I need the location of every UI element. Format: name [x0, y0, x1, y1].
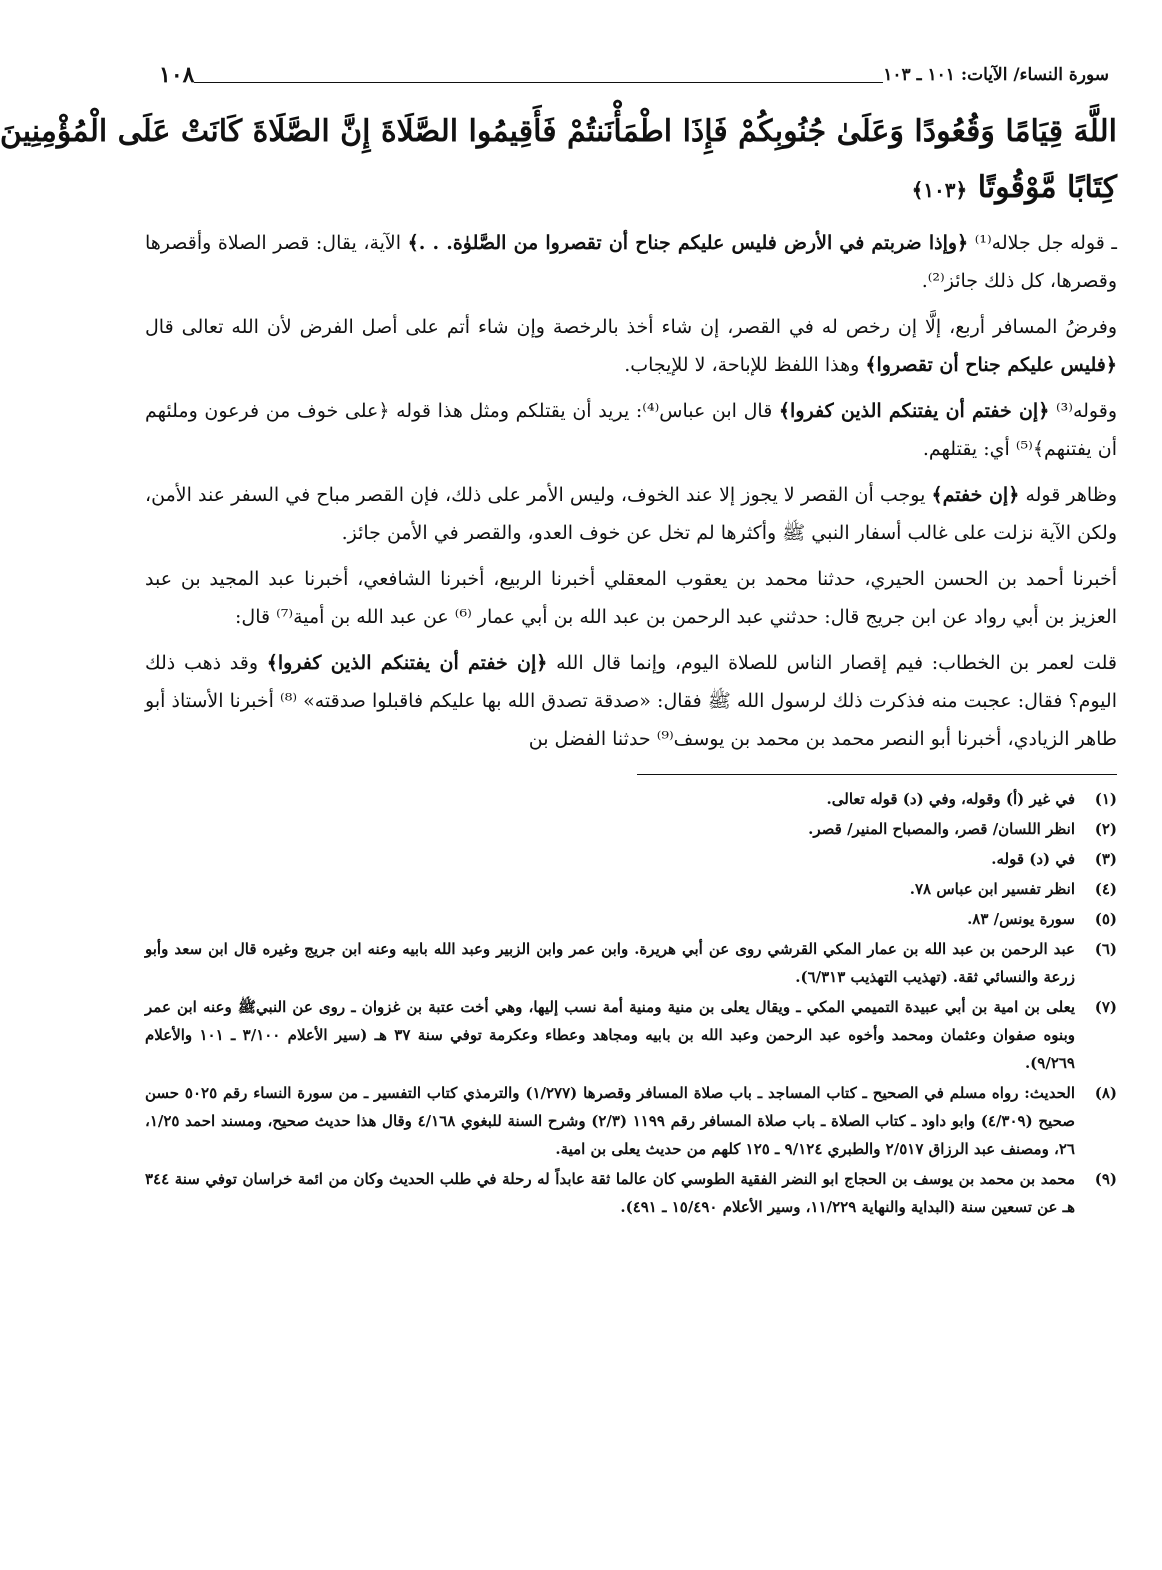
paragraph-3 — [145, 392, 1117, 468]
footnote-5 — [145, 905, 1117, 933]
footnote-1 — [145, 785, 1117, 813]
footnote-2 — [145, 815, 1117, 843]
footnote-text: يعلى بن امية بن أبي عبيدة التميمي المكي ـ ويقال يعلى بن منية ومنية أمة نسب إليها، وهي أخت عتبة بن غزوان ـ روى عن النبيﷺ وعنه ابن عمر وبنوه صفوان وعثمان ومحمد وأخوه عبد الرحمن وعبد الله بن بابيه ومجاهد وعطاء وعكرمة توفي سنة ٣٧ هـ (سير الأعلام ٣/١٠٠ ـ ١٠١ والأعلام ٩/٢٦٩). — [145, 998, 1075, 1072]
paragraph-text: وهذا اللفظ للإباحة، لا للإيجاب. — [624, 354, 866, 376]
quoted-verse: ﴿وإذا ضربتم في الأرض فليس عليكم جناح أن تقصروا من الصَّلوٰة. . .﴾ — [407, 232, 969, 254]
footnote-number: (٦) — [1094, 940, 1117, 958]
footnote-text: انظر تفسير ابن عباس ٧٨. — [909, 880, 1075, 898]
paragraph-text: قلت لعمر بن الخطاب: فيم إقصار الناس للصلاة اليوم، وإنما قال الله — [547, 652, 1117, 674]
footnote-text: انظر اللسان/ قصر، والمصباح المنير/ قصر. — [808, 820, 1075, 838]
paragraph-1 — [145, 224, 1117, 300]
page-header — [145, 58, 1117, 92]
verse-line-2-text: كِتَابًا مَّوْقُوتًا — [977, 170, 1117, 205]
footnote-7 — [145, 993, 1117, 1077]
footnote-text: سورة يونس/ ٨٣. — [967, 910, 1075, 928]
footnote-number: (٨) — [1094, 1084, 1117, 1102]
paragraph-text: وفرضُ المسافر أربع، إلَّا إن رخص له في القصر، إن شاء أخذ بالرخصة وإن شاء أتم على أصل الفرض لأن الله تعالى قال — [145, 316, 1117, 338]
quoted-verse: ﴿إن خفتم أن يفتنكم الذين كفروا﴾ — [266, 652, 548, 674]
commentary — [145, 224, 1117, 758]
footnote-3 — [145, 845, 1117, 873]
paragraph-text: يوجب أن القصر لا يجوز إلا عند الخوف، وليس الأمر على ذلك، فإن القصر مباح في السفر عند الأمن، ولكن الآية نزلت على غالب أسفار النبي ﷺ وأكثرها لم تخل عن خوف العدو، والقصر في الأمن جائز. — [145, 484, 1117, 544]
footnote-text: محمد بن محمد بن يوسف بن الحجاج ابو النضر الفقية الطوسي كان عالما ثقة عابداً له رحلة في طلب الحديث وكان من ائمة خراسان توفي سنة ٣٤٤ هـ عن تسعين سنة (البداية والنهاية ١١/٢٢٩، وسير الأعلام ١٥/٤٩٠ ـ ٤٩١). — [145, 1170, 1075, 1216]
verse-end-marker: ﴿١٠٣﴾ — [911, 178, 968, 202]
book-page — [0, 58, 1117, 1223]
quoted-verse: ﴿فليس عليكم جناح أن تقصروا﴾ — [865, 354, 1117, 376]
footnote-8 — [145, 1079, 1117, 1163]
paragraph-text: أخبرنا أحمد بن الحسن الحيري، حدثنا محمد بن يعقوب المعقلي أخبرنا الربيع، أخبرنا الشافعي، أخبرنا عبد المجيد بن عبد العزيز بن أبي رواد عن ابن جريج قال: حدثني عبد الرحمن بن عبد الله بن أبي عمار ⁽⁶⁾ عن عبد الله بن أمية⁽⁷⁾ قال: — [145, 568, 1117, 628]
page-number: ١٠٨ — [159, 62, 195, 88]
footnote-number: (٧) — [1094, 998, 1117, 1016]
paragraph-5 — [145, 560, 1117, 636]
footnote-text: في غير (أ) وقوله، وفي (د) قوله تعالى. — [826, 790, 1075, 808]
quoted-verse: ﴿إن خفتم﴾ — [931, 484, 1020, 506]
header-rule — [194, 82, 883, 83]
footnote-divider — [637, 774, 1117, 775]
paragraph-text: وقوله⁽³⁾ — [1049, 400, 1117, 422]
paragraph-text: وقد ذهب ذلك اليوم؟ فقال: عجبت منه فذكرت ذلك لرسول الله ﷺ فقال: «صدقة تصدق الله بها عليكم فاقبلوا صدقته» ⁽⁸⁾ أخبرنا الأستاذ أبو طاهر الزيادي، أخبرنا أبو النصر محمد بن محمد بن يوسف⁽⁹⁾ حدثنا الفضل بن — [145, 652, 1117, 750]
footnote-number: (٥) — [1094, 910, 1117, 928]
quran-verse — [0, 104, 1117, 218]
verse-line-2 — [145, 160, 1117, 218]
footnote-number: (٣) — [1094, 850, 1117, 868]
footnote-number: (١) — [1094, 790, 1117, 808]
paragraph-text: ـ قوله جل جلاله⁽¹⁾ — [968, 232, 1117, 254]
quoted-verse: ﴿إن خفتم أن يفتنكم الذين كفروا﴾ — [778, 400, 1050, 422]
footnote-text: الحديث: رواه مسلم في الصحيح ـ كتاب المساجد ـ باب صلاة المسافر وقصرها (١/٢٧٧) والترمذي كتاب التفسير ـ من سورة النساء رقم ٥٠٢٥ حسن صحيح (٤/٣٠٩) وابو داود ـ كتاب الصلاة ـ باب صلاة المسافر رقم ١١٩٩ (٢/٣) وشرح السنة للبغوي ٤/١٦٨ وقال هذا حديث صحيح، ومسند احمد ١/٢٥، ٢٦، ومصنف عبد الرزاق ٢/٥١٧ والطبري ٩/١٢٤ ـ ١٢٥ كلهم من حديث يعلى بن امية. — [145, 1084, 1076, 1158]
verse-line-1: اللَّهَ قِيَامًا وَقُعُودًا وَعَلَىٰ جُنُوبِكُمْ فَإِذَا اطْمَأْنَنتُمْ فَأَقِيمُوا الصَّلَاةَ إِنَّ الصَّلَاةَ كَانَتْ عَلَى الْمُؤْمِنِينَ — [0, 114, 1117, 149]
footnote-6 — [145, 935, 1117, 991]
paragraph-6 — [145, 644, 1117, 758]
footnotes — [145, 785, 1117, 1221]
footnote-number: (٩) — [1094, 1170, 1117, 1188]
paragraph-text: وظاهر قوله — [1019, 484, 1117, 506]
paragraph-text: الآية، يقال: قصر الصلاة وأقصرها وقصرها، كل ذلك جائز⁽²⁾. — [145, 232, 1117, 292]
paragraph-4 — [145, 476, 1117, 552]
footnote-text: عبد الرحمن بن عبد الله بن عمار المكي القرشي روى عن أبي هريرة. وابن عمر وابن الزبير وعبد الله بابيه وعنه ابن جريج وغيره قال ابن سعد وأبو زرعة والنسائي ثقة. (تهذيب التهذيب ٦/٣١٣). — [145, 940, 1075, 986]
running-title: سورة النساء/ الآيات: ١٠١ ـ ١٠٣ — [883, 65, 1109, 85]
footnote-text: في (د) قوله. — [991, 850, 1075, 868]
footnote-number: (٢) — [1094, 820, 1117, 838]
paragraph-text: قال ابن عباس⁽⁴⁾: يريد أن يقتلكم ومثل هذا قوله ﴿على خوف من فرعون وملئهم أن يفتنهم﴾⁽⁵⁾ أي: يقتلهم. — [145, 400, 1117, 460]
footnote-number: (٤) — [1094, 880, 1117, 898]
paragraph-2 — [145, 308, 1117, 384]
footnote-9 — [145, 1165, 1117, 1221]
footnote-4 — [145, 875, 1117, 903]
